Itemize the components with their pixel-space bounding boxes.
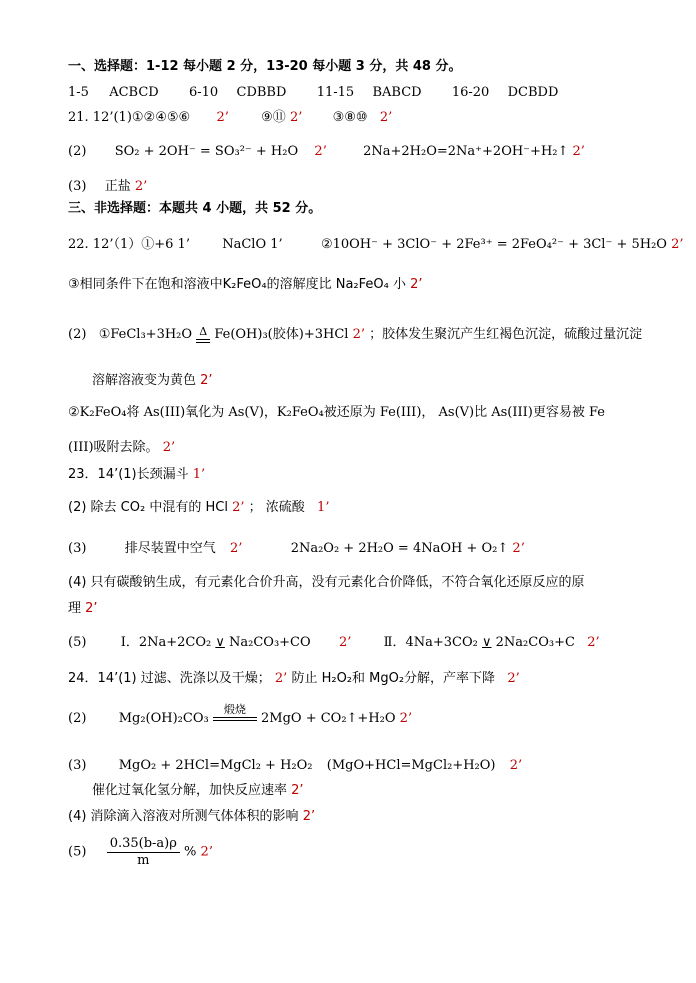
fraction-numerator: 0.35(b-a)ρ (107, 836, 180, 853)
q22-p2-label: (2) (68, 327, 87, 342)
q21-score-1: 2’ (216, 110, 229, 125)
heating-symbol: Δ (199, 325, 208, 338)
q21-eq2-score: 2’ (572, 144, 585, 159)
q22-part2-line (68, 326, 642, 344)
q21-l2-label: (2) (68, 144, 87, 159)
q21-l3-label: (3) (68, 179, 87, 194)
q23-l5-score1: 2’ (338, 635, 352, 650)
q23-l2-score1: 2’ (232, 500, 245, 515)
q24-line4 (68, 808, 315, 826)
q24-head: 24．14’(1) 过滤、洗涤以及干燥； (68, 671, 271, 686)
section3-title: 三、非选择题：本题共 4 小题，共 52 分。 (68, 201, 322, 216)
answer-value-4: DCBDD (507, 85, 559, 100)
answer-value-3: BABCD (372, 85, 422, 100)
q23-l5-label: (5) (68, 635, 87, 650)
q22-line1 (68, 236, 684, 254)
q23-l3-text: 排尽装置中空气 (124, 541, 216, 556)
q23-l3-score1: 2’ (230, 541, 243, 556)
q24-l2-score: 2’ (399, 711, 413, 726)
q22-p2-cont: 溶解溶液变为黄色 (92, 373, 197, 388)
q23-head: 23．14’(1)长颈漏斗 (68, 467, 189, 482)
calcination-condition (213, 704, 257, 721)
answer-label-1: 1-5 (68, 85, 89, 100)
q23-l2: (2) 除去 CO₂ 中混有的 HCl (68, 500, 228, 515)
vertical-arrow-icon: ∨ (482, 635, 492, 650)
answer-label-4: 16-20 (451, 85, 490, 100)
q21-score-3: 2’ (379, 110, 393, 125)
calcination-label: 煅烧 (223, 703, 246, 716)
q21-eq1: SO₂ + 2OH⁻ = SO₃²⁻ + H₂O (114, 144, 299, 159)
q23-l4-score: 2’ (85, 601, 98, 616)
q23-line4-cont (68, 600, 98, 618)
q22-part2b-cont (68, 439, 175, 457)
q24-l5-label: (5) (68, 844, 87, 860)
q23-line5 (68, 634, 600, 652)
q21-eq2: 2Na+2H₂O=2Na⁺+2OH⁻+H₂↑ (363, 144, 569, 159)
q22-p2-eq-right: Fe(OH)₃(胶体)+3HCl (214, 327, 349, 342)
q22-part2b-line: ②K₂FeO₄将 As(III)氧化为 As(V)，K₂FeO₄被还原为 Fe(III)， As(V)比 As(III)更容易被 Fe (68, 405, 605, 420)
q21-head: 21. 12’(1)①②④⑤⑥ (68, 110, 191, 125)
q21-l3-score: 2’ (134, 179, 148, 194)
q23-l3-label: (3) (68, 541, 87, 556)
q23-l2-b: ； 浓硫酸 (248, 500, 305, 515)
q22-p2-text: ；胶体发生聚沉产生红褐色沉淀，硫酸过量沉淀 (369, 327, 643, 342)
q24-head-score: 2’ (274, 671, 288, 686)
q23-head-score: 1’ (192, 467, 206, 482)
q21-eq1-score: 2’ (314, 144, 327, 159)
q24-l3-label: (3) (68, 758, 87, 773)
q22-l3-score: 2’ (410, 277, 423, 292)
q23-l5-b2: 2Na₂CO₃+C (495, 635, 575, 650)
q21-line2 (68, 143, 585, 161)
q22-naclo: NaClO 1’ (222, 237, 283, 252)
q24-l3b-score: 2’ (291, 783, 304, 798)
answer-value-1: ACBCD (109, 85, 159, 100)
q22-l3: ③相同条件下在饱和溶液中K₂FeO₄的溶解度比 Na₂FeO₄ 小 (68, 277, 406, 292)
yield-fraction (107, 836, 180, 869)
q22-p2b-score: 2’ (162, 440, 176, 455)
q22-head: 22. 12’（1）①+6 1’ (68, 237, 190, 252)
q23-line2 (68, 499, 329, 517)
q24-line5 (68, 836, 213, 869)
q21-l3-text: 正盐 (104, 179, 131, 194)
q24-l3b: 催化过氧化氢分解，加快反应速率 (92, 783, 288, 798)
q21-line1 (68, 109, 392, 127)
q24-head-score2: 2’ (507, 671, 520, 686)
vertical-arrow-icon: ∨ (215, 635, 225, 650)
q22-p2b-cont: (III)吸附去除。 (68, 440, 159, 455)
q23-l5-a2: Na₂CO₃+CO (229, 635, 311, 650)
q24-line3 (68, 757, 522, 775)
q24-l3-score: 2’ (509, 758, 523, 773)
q21-score-2: 2’ (289, 110, 303, 125)
answers-row (68, 84, 558, 102)
percent-sign: % (184, 844, 197, 860)
q24-line1 (68, 670, 520, 688)
q22-p2-eq-left: ①FeCl₃+3H₂O (98, 327, 193, 342)
q23-l5-b: Ⅱ．4Na+3CO₂ (383, 635, 478, 650)
q22-line2 (68, 276, 423, 294)
answer-value-2: CDBBD (236, 85, 287, 100)
q24-l3-eq2: (MgO+HCl=MgCl₂+H₂O) (326, 758, 496, 773)
q22-part2-cont (92, 372, 213, 390)
q22-equation: ②10OH⁻ + 3ClO⁻ + 2Fe³⁺ = 2FeO₄²⁻ + 3Cl⁻ + 5H₂O (320, 237, 667, 252)
section1-title: 一、选择题：1-12 每小题 2 分，13-20 每小题 3 分，共 48 分。 (68, 59, 462, 74)
q24-l4: (4) 消除滴入溶液对所测气体体积的影响 (68, 809, 299, 824)
q21-part2: ⑨⑪ (261, 110, 286, 125)
q23-line4: (4) 只有碳酸钠生成，有元素化合价升高，没有元素化合价降低，不符合氧化还原反应的原 (68, 575, 585, 590)
answer-label-2: 6-10 (189, 85, 219, 100)
q24-line3b (92, 782, 304, 800)
q23-line1 (68, 466, 205, 484)
q22-p2-score: 2’ (352, 327, 365, 342)
heating-equals-sign (196, 326, 210, 343)
q22-p2-cont-score: 2’ (200, 373, 213, 388)
q24-l2-label: (2) (68, 711, 87, 726)
q24-line2 (68, 703, 413, 730)
q24-l2-left: Mg₂(OH)₂CO₃ (118, 711, 209, 726)
answer-label-3: 11-15 (316, 85, 355, 100)
q24-l5-score: 2’ (200, 844, 213, 860)
q21-part3: ③⑧⑩ (332, 110, 368, 125)
q22-eq-score: 2’ (671, 237, 684, 252)
q23-l5-score2: 2’ (587, 635, 600, 650)
q24-head-b: 防止 H₂O₂和 MgO₂分解，产率下降 (291, 671, 496, 686)
fraction-denominator: m (137, 853, 150, 868)
q23-l2-score2: 1’ (317, 500, 330, 515)
q23-l4-cont: 理 (68, 601, 82, 616)
q23-l5-a: Ⅰ．2Na+2CO₂ (120, 635, 212, 650)
q21-line3 (68, 178, 147, 196)
q23-line3 (68, 540, 525, 558)
q23-l3-score2: 2’ (512, 541, 525, 556)
q24-l4-score: 2’ (302, 809, 316, 824)
q24-l2-right: 2MgO + CO₂↑+H₂O (261, 711, 396, 726)
q23-l3-equation: 2Na₂O₂ + 2H₂O = 4NaOH + O₂↑ (290, 541, 509, 556)
q24-l3-eq: MgO₂ + 2HCl=MgCl₂ + H₂O₂ (118, 758, 313, 773)
